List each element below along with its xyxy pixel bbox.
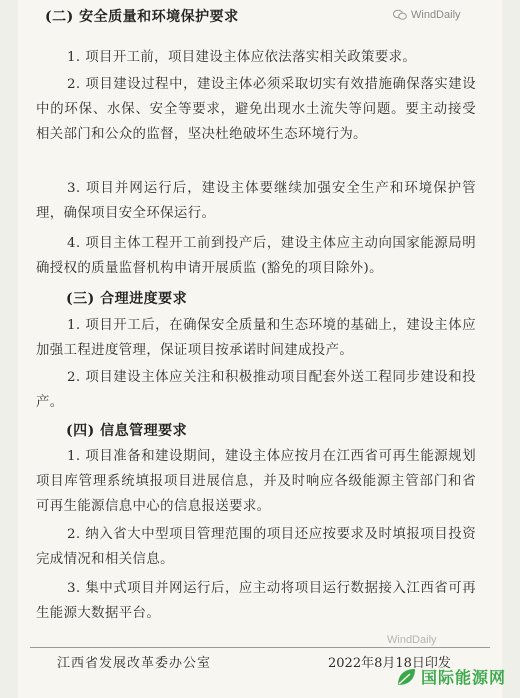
paragraph: 3. 集中式项目并网运行后，应主动将项目运行数据接入江西省可再生能源大数据平台。	[36, 581, 476, 621]
wechat-icon	[393, 9, 407, 21]
paragraph: 2. 项目建设主体应关注和积极推动项目配套外送工程同步建设和投产。	[36, 370, 476, 410]
watermark-bottom: WindDaily	[387, 634, 437, 646]
watermark-top-text: WindDaily	[411, 9, 461, 21]
paragraph: 1. 项目准备和建设期间，建设主体应按月在江西省可再生能源规划项目库管理系统填报项目进展信息，并及时响应各级能源主管部门和省可再生能源信息中心的信息报送要求。	[36, 449, 476, 514]
paragraph: 4. 项目主体工程开工前到投产后，建设主体应主动向国家能源局明确授权的质量监督机构申请开展质监 (豁免的项目除外)。	[36, 236, 476, 276]
leaf-icon	[395, 666, 417, 688]
section-heading-safety: (二) 安全质量和环境保护要求	[45, 9, 239, 25]
section-heading-info: (四) 信息管理要求	[66, 423, 188, 439]
footer-divider	[30, 647, 490, 648]
paragraph: 2. 项目建设过程中，建设主体必须采取切实有效措施确保落实建设中的环保、水保、安全等要求，避免出现水土流失等问题。要主动接受相关部门和公众的监督，坚决杜绝破坏生态环境行为。	[36, 77, 476, 142]
paragraph: 1. 项目开工后，在确保安全质量和生态环境的基础上，建设主体应加强工程进度管理，保证项目按承诺时间建成投产。	[36, 318, 476, 358]
paragraph: 2. 纳入省大中型项目管理范围的项目还应按要求及时填报项目投资完成情况和相关信息。	[36, 527, 476, 567]
section-heading-progress: (三) 合理进度要求	[66, 291, 188, 307]
site-logo	[395, 665, 506, 688]
footer-issuer: 江西省发展改革委办公室	[57, 656, 212, 671]
paragraph: 3. 项目并网运行后，建设主体要继续加强安全生产和环境保护管理，确保项目安全环保运行。	[36, 181, 476, 221]
footer-date: 2022年8月18日印发	[328, 656, 451, 671]
site-logo-name: 国际能源网	[421, 668, 507, 687]
paragraph: 1. 项目开工前，项目建设主体应依法落实相关政策要求。	[67, 50, 417, 65]
watermark-top	[393, 6, 461, 24]
